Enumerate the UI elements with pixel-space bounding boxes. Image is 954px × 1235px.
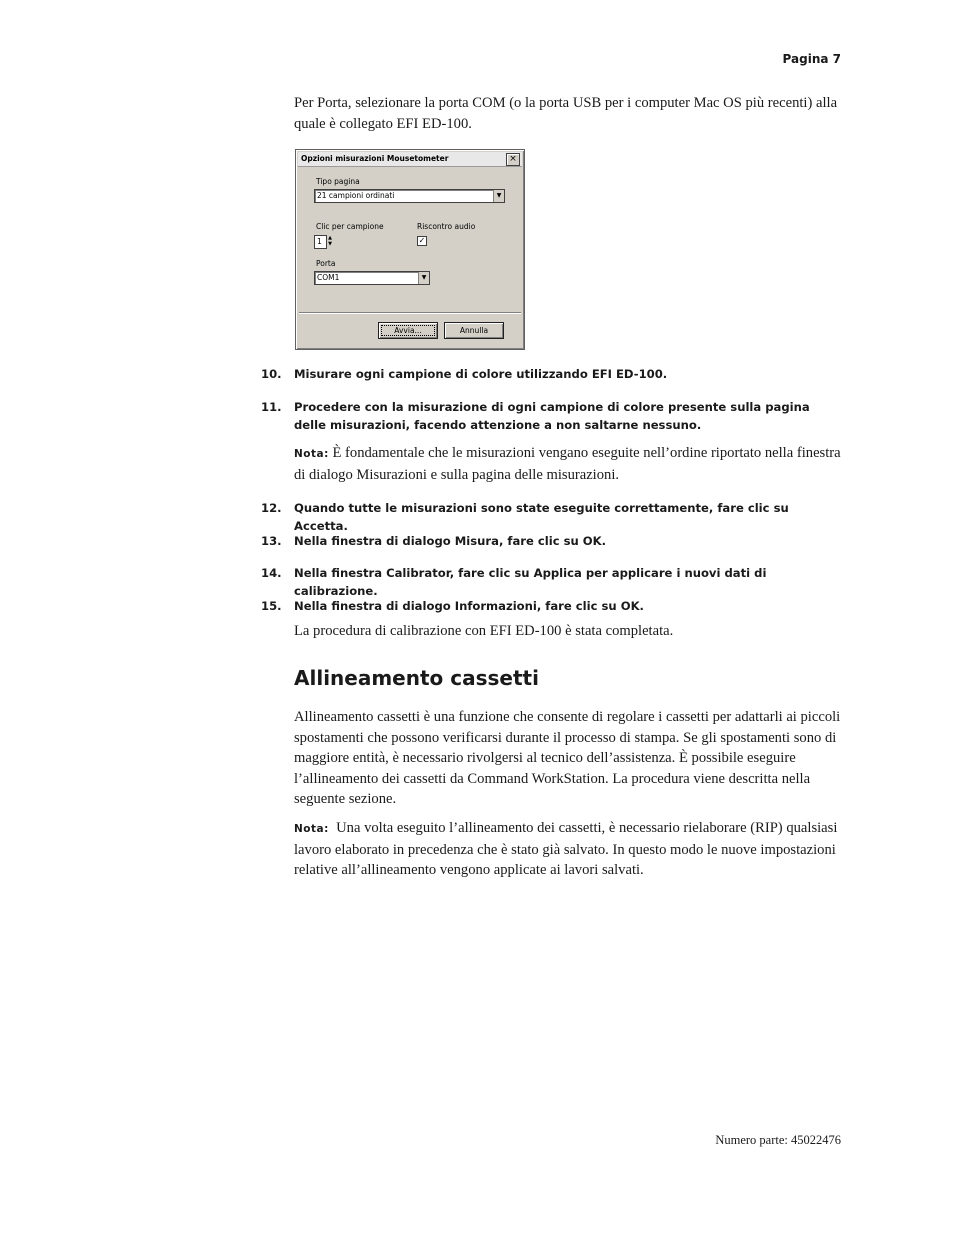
nota-text: È fondamentale che le misurazioni vengano eseguite nell’ordine riportato nella finestra di dialogo Misurazioni e sulla pagina delle misurazioni.	[294, 445, 841, 483]
step-15	[261, 597, 843, 615]
spin-up-icon[interactable]: ▲	[328, 235, 332, 241]
spin-down-icon[interactable]: ▼	[328, 241, 332, 247]
clic-per-campione-input[interactable]	[314, 235, 327, 249]
step-text: Nella finestra di dialogo Misura, fare clic su OK.	[294, 534, 607, 548]
step-10	[261, 365, 843, 383]
step-text: Nella finestra di dialogo Informazioni, fare clic su OK.	[294, 599, 644, 613]
riscontro-audio-checkbox[interactable]: ✓	[418, 236, 426, 245]
dialog-divider	[299, 312, 521, 314]
step-text: Misurare ogni campione di colore utilizzando EFI ED-100.	[294, 367, 668, 381]
step-13	[261, 532, 843, 550]
step-text: Procedere con la misurazione di ogni campione di colore presente sulla pagina delle misurazioni, facendo attenzione a non saltarne nessuno.	[294, 400, 810, 432]
completion-paragraph: La procedura di calibrazione con EFI ED-100 è stata completata.	[294, 623, 674, 639]
step-number: 10.	[261, 367, 282, 381]
avvia-button[interactable]: Avvia...	[378, 322, 438, 339]
step-number: 11.	[261, 400, 282, 414]
section-heading: Allineamento cassetti	[294, 666, 539, 690]
step-number: 15.	[261, 599, 282, 613]
step-text: Quando tutte le misurazioni sono state eseguite correttamente, fare clic su Accetta.	[294, 501, 789, 533]
dialog-titlebar	[298, 152, 522, 167]
step-14	[261, 564, 843, 600]
porta-label: Porta	[316, 259, 336, 268]
measurement-options-dialog	[295, 149, 525, 350]
footer-part-number: Numero parte: 45022476	[715, 1133, 841, 1147]
step-number: 13.	[261, 534, 282, 548]
dialog-title: Opzioni misurazioni Mousetometer	[301, 154, 449, 163]
step-number: 14.	[261, 566, 282, 580]
riscontro-audio-label: Riscontro audio	[417, 222, 476, 231]
porta-select[interactable]	[314, 271, 430, 285]
porta-value: COM1	[317, 273, 340, 282]
intro-paragraph: Per Porta, selezionare la porta COM (o la porta USB per i computer Mac OS più recenti) alla quale è collegato EFI ED-100.	[294, 95, 838, 132]
spin-arrows[interactable]	[327, 235, 333, 247]
step-number: 12.	[261, 501, 282, 515]
page-number: Pagina 7	[782, 52, 841, 66]
close-icon[interactable]: ×	[506, 153, 520, 166]
clic-per-campione-label: Clic per campione	[316, 222, 384, 231]
nota-paragraph-2	[294, 818, 842, 881]
nota-label: Nota:	[294, 823, 329, 835]
clic-per-campione-value: 1	[317, 237, 322, 246]
tipo-pagina-select[interactable]	[314, 189, 505, 203]
step-12	[261, 499, 843, 535]
tipo-pagina-value: 21 campioni ordinati	[317, 191, 395, 200]
tipo-pagina-label: Tipo pagina	[316, 177, 360, 186]
section-paragraph: Allineamento cassetti è una funzione che consente di regolare i cassetti per adattarli ai piccoli spostamenti che possono verificarsi durante il processo di stampa. Se gli spostamenti sono di maggiore entità, è necessario rivolgersi al tecnico dell’assistenza. È possibile eseguire l’allineamento dei cassetti da Command WorkStation. La procedura viene descritta nella seguente sezione.	[294, 709, 841, 807]
nota-label: Nota:	[294, 448, 329, 460]
step-text: Nella finestra Calibrator, fare clic su Applica per applicare i nuovi dati di calibrazione.	[294, 566, 767, 598]
chevron-down-icon[interactable]: ▼	[418, 272, 429, 284]
nota-paragraph-1	[294, 443, 842, 485]
chevron-down-icon[interactable]: ▼	[493, 190, 504, 202]
annulla-button[interactable]: Annulla	[444, 322, 504, 339]
step-11	[261, 398, 843, 434]
nota-text: Una volta eseguito l’allineamento dei cassetti, è necessario rielaborare (RIP) qualsiasi lavoro elaborato in precedenza che è stato già salvato. In questo modo le nuove impostazioni relative all’allineamento vengono applicate ai lavori salvati.	[294, 820, 838, 878]
